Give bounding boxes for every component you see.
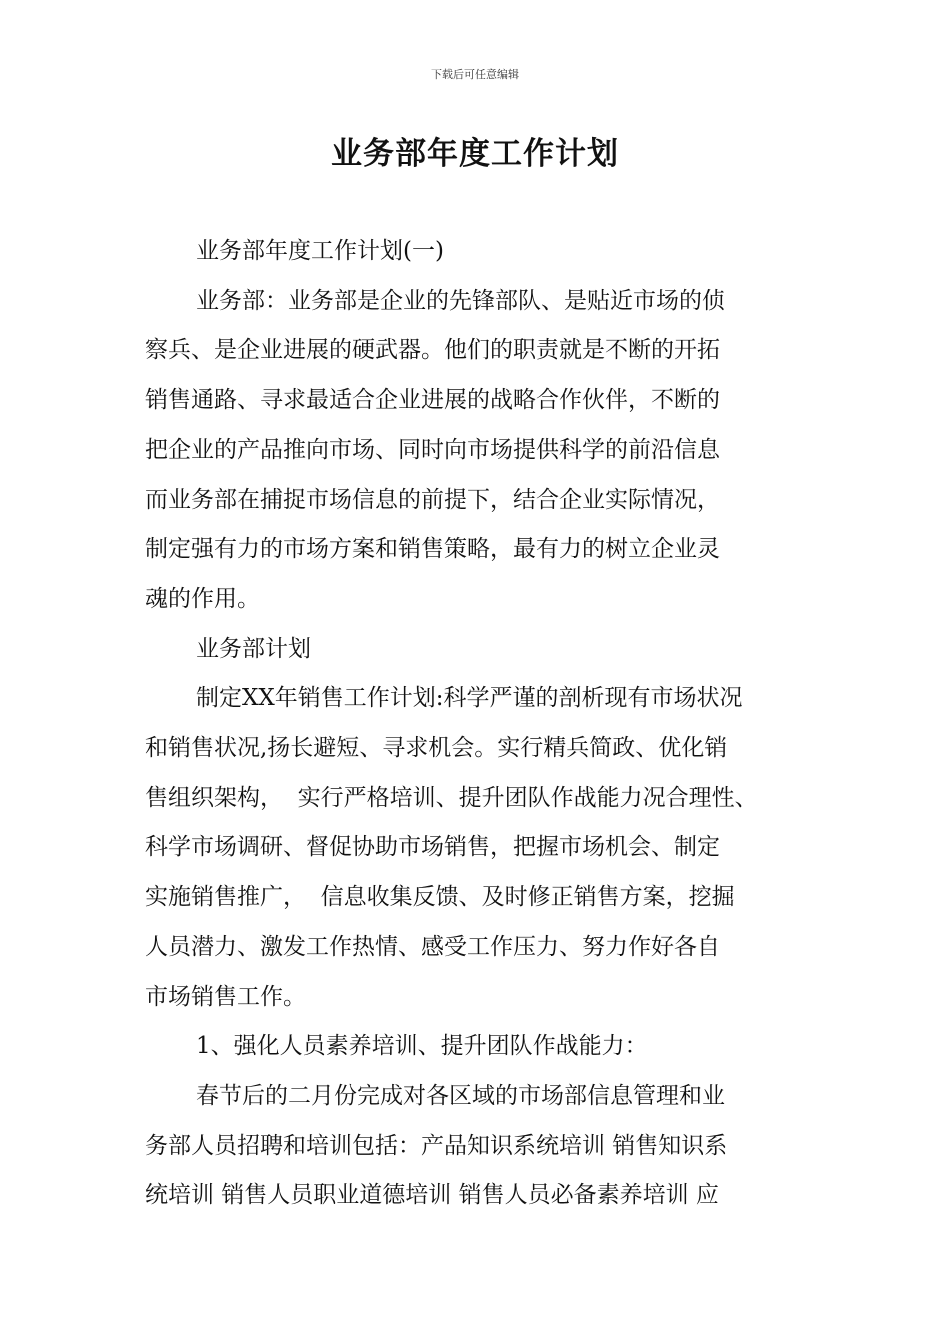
section-heading: 业务部计划 — [196, 635, 311, 662]
paragraph-line: 和销售状况,扬长避短、寻求机会。实行精兵简政、优化销 — [145, 735, 728, 762]
document-body — [145, 227, 835, 1221]
paragraph-line: 实施销售推广， 信息收集反馈、及时修正销售方案，挖掘 — [145, 884, 735, 911]
paragraph-line: 务部人员招聘和培训包括：产品知识系统培训 销售知识系 — [145, 1132, 728, 1159]
paragraph-line: 魂的作用。 — [145, 585, 260, 612]
paragraph-line: 统培训 销售人员职业道德培训 销售人员必备素养培训 应 — [145, 1182, 719, 1209]
document-title: 业务部年度工作计划 — [331, 136, 619, 172]
paragraph-line: 科学市场调研、督促协助市场销售，把握市场机会、制定 — [145, 834, 720, 861]
paragraph-line: 销售通路、寻求最适合企业进展的战略合作伙伴，不断的 — [145, 387, 720, 414]
paragraph-line: 把企业的产品推向市场、同时向市场提供科学的前沿信息 — [145, 436, 720, 463]
paragraph-line: 春节后的二月份完成对各区域的市场部信息管理和业 — [196, 1082, 725, 1109]
paragraph-line: 制定XX年销售工作计划:科学严谨的剖析现有市场状况 — [196, 685, 743, 712]
paragraph-line: 制定强有力的市场方案和销售策略，最有力的树立企业灵 — [145, 536, 720, 563]
section-heading: 1、强化人员素养培训、提升团队作战能力： — [196, 1033, 648, 1060]
section-heading: 业务部年度工作计划(一) — [196, 238, 444, 264]
paragraph-line: 市场销售工作。 — [145, 983, 306, 1010]
paragraph-line: 人员潜力、激发工作热情、感受工作压力、努力作好各自 — [145, 933, 720, 960]
paragraph-line: 察兵、是企业进展的硬武器。他们的职责就是不断的开拓 — [145, 337, 720, 364]
paragraph-line: 而业务部在捕捉市场信息的前提下，结合企业实际情况， — [145, 486, 720, 513]
paragraph-line: 业务部：业务部是企业的先锋部队、是贴近市场的侦 — [196, 287, 725, 314]
paragraph-line: 售组织架构， 实行严格培训、提升团队作战能力况合理性、 — [145, 784, 758, 811]
header-note: 下载后可任意编辑 — [431, 68, 519, 81]
